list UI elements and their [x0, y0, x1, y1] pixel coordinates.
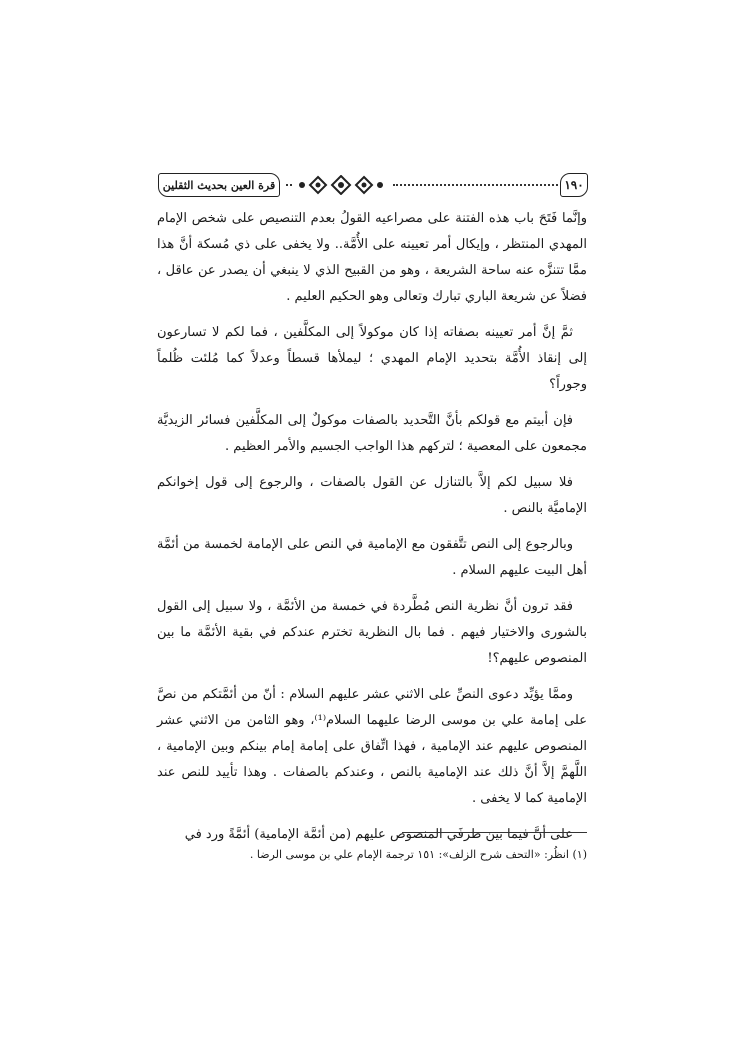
- paragraph: وبالرجوع إلى النص تتَّفقون مع الإمامية في النص على الإمامة لخمسة من أئمَّة أهل البيت عليهم السلام .: [157, 537, 587, 578]
- body-text: [157, 206, 587, 858]
- page-header: [158, 173, 588, 197]
- paragraph: وإنَّما فَتَحَ باب هذه الفتنة على مصراعيه القولُ بعدم التنصيص على شخص الإمام المهدي المنتظر ، وإيكال أمر تعيينه على الأُمَّة.. ولا يخفى على ذي مُسكة أنَّ هذا ممَّا تتنزَّه عنه ساحة الشريعة ، وهو من القبيح الذي لا ينبغي أن يصدر عن عاقل ، فضلاً عن شريعة الباري تبارك وتعالى وهو الحكيم العليم .: [157, 211, 587, 304]
- header-dotted-line-short: [286, 184, 292, 186]
- page-number: ١٩٠: [560, 173, 588, 197]
- footnote-divider: [402, 832, 587, 833]
- paragraph: فقد ترون أنَّ نظرية النص مُطَّردة في خمسة من الأئمَّة ، ولا سبيل إلى القول بالشورى والاختيار فيهم . فما بال النظرية تخترم عندكم في بقية الأئمَّة ما بين المنصوص عليهم؟!: [157, 599, 587, 666]
- paragraph: فلا سبيل لكم إلاَّ بالتنازل عن القول بالصفات ، والرجوع إلى قول إخوانكم الإماميَّة بالنص .: [157, 475, 587, 516]
- paragraph: على أنَّ فيما بين طرفَي المنصوص عليهم (من أئمَّة الإمامية) أئمَّةً ورد في: [184, 827, 573, 842]
- running-title: قرة العين بحديث الثقلين: [158, 173, 280, 197]
- footnote: (١) انظُر: «التحف شرح الزلف»: ١٥١ ترجمة الإمام علي بن موسى الرضا .: [249, 848, 587, 861]
- paragraph: وممَّا يؤيِّد دعوى النصِّ على الاثني عشر عليهم السلام : أنّ من أئمَّتكم من نصَّ على إمامة علي بن موسى الرضا عليهما السلام⁽¹⁾، وهو الثامن من الاثني عشر المنصوص عليهم عند الإمامية ، فهذا اتِّفاق على إمامة إمام بينكم وبين الإمامية ، اللَّهمَّ إلاَّ أنَّ ذلك عند الإمامية بالنص ، وعندكم بالصفات . وهذا تأييد للنص عند الإمامية كما لا يخفى .: [157, 687, 587, 806]
- header-ornament-icon: [296, 175, 386, 195]
- paragraph: فإن أبيتم مع قولكم بأنَّ التَّحديد بالصفات موكولٌ إلى المكلَّفين فسائر الزيديَّة مجمعون على المعصية ؛ لتركهم هذا الواجب الجسيم والأمر العظيم .: [157, 413, 587, 454]
- paragraph: ثمَّ إنَّ أمر تعيينه بصفاته إذا كان موكولاً إلى المكلَّفين ، فما لكم لا تسارعون إلى إنقاذ الأُمَّة بتحديد الإمام المهدي ؛ ليملأها قسطاً وعدلاً كما مُلئت ظُلماً وجوراً؟: [157, 325, 587, 392]
- header-dotted-line: [393, 184, 558, 186]
